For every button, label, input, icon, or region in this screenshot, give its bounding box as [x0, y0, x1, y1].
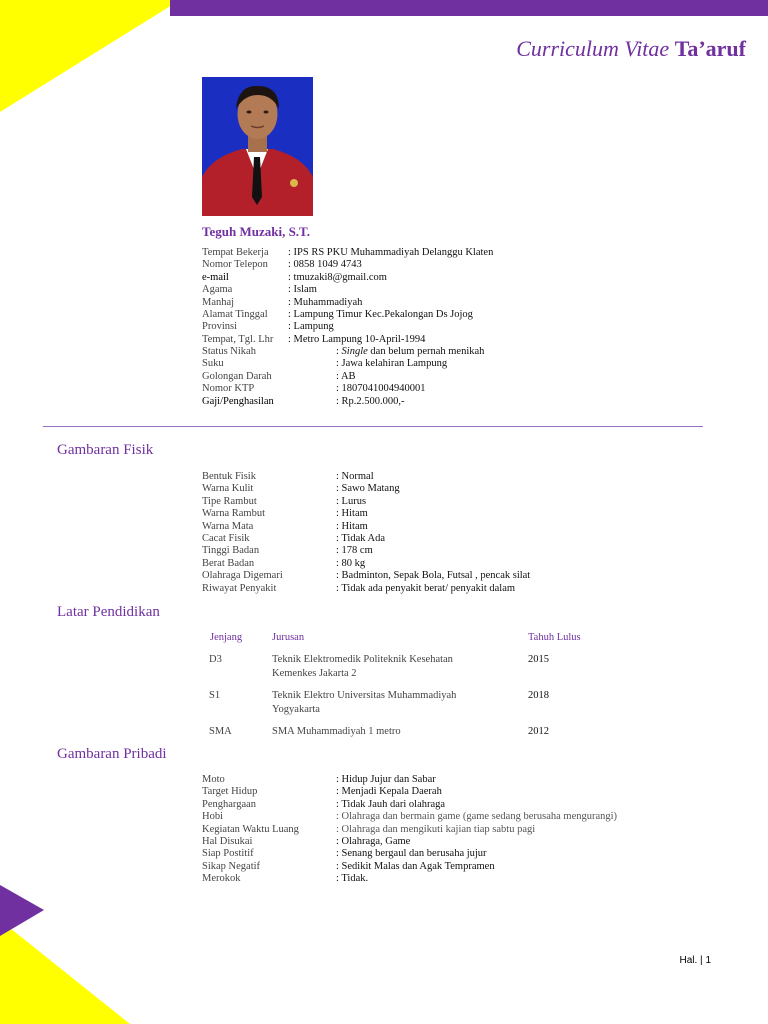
detail-value: : Rp.2.500.000,-	[336, 395, 405, 407]
detail-value: : tmuzaki8@gmail.com	[288, 271, 387, 283]
fisik-value-text: Sawo Matang	[341, 483, 400, 495]
detail-row	[202, 383, 642, 395]
detail-label: Suku	[202, 358, 224, 370]
fisik-value-text: Normal	[341, 471, 374, 482]
cell-jurusan-line1: SMA Muhammadiyah 1 metro	[272, 726, 401, 737]
fisik-value: : Tidak ada penyakit berat/ penyakit dalam	[336, 582, 516, 594]
cell-jenjang: SMA	[209, 726, 232, 737]
pribadi-label: Siap Postitif	[202, 848, 254, 860]
pribadi-row	[202, 848, 672, 860]
detail-value: : AB	[336, 370, 356, 382]
pribadi-row	[202, 873, 672, 885]
header-jurusan: Jurusan	[272, 632, 305, 643]
cell-jurusan-line2: Yogyakarta	[272, 704, 320, 715]
fisik-value: : Normal	[336, 471, 374, 482]
pribadi-row	[202, 799, 672, 811]
pribadi-value: : Menjadi Kepala Daerah	[336, 786, 442, 798]
personal-details	[202, 247, 642, 346]
detail-label: Status Nikah	[202, 346, 256, 357]
cell-jenjang: D3	[209, 654, 222, 665]
section-title-fisik: Gambaran Fisik	[57, 442, 154, 458]
pribadi-value: : Olahraga dan bermain game (game sedang berusaha mengurangi)	[336, 811, 618, 823]
pribadi-row	[202, 774, 672, 786]
fisik-value-text: 80 kg	[341, 557, 366, 569]
pribadi-value-text: Tidak.	[341, 873, 369, 885]
profile-photo	[202, 77, 313, 216]
cell-jurusan	[272, 653, 528, 689]
page-number: Hal. | 1	[679, 955, 711, 966]
detail-label: Nomor Telepon	[202, 259, 268, 271]
cell-tahun: 2012	[528, 726, 549, 737]
fisik-row	[202, 558, 662, 570]
fisik-value-text: Lurus	[341, 495, 367, 507]
pribadi-label: Sikap Negatif	[202, 860, 261, 872]
fisik-row	[202, 583, 662, 595]
detail-label: Gaji/Penghasilan	[202, 395, 274, 407]
pribadi-label: Merokok	[202, 873, 241, 885]
top-left-yellow-triangle	[0, 0, 190, 115]
cell-jurusan	[272, 725, 528, 747]
title-bold: Ta’aruf	[674, 36, 746, 61]
pribadi-value-text: Menjadi Kepala Daerah	[341, 786, 442, 798]
cell-jurusan	[272, 689, 528, 725]
pribadi-value: : Olahraga, Game	[336, 835, 411, 847]
header-tahun: Tahuh Lulus	[528, 632, 581, 643]
detail-label: Agama	[202, 284, 233, 296]
fisik-row	[202, 545, 662, 557]
personal-details-2	[202, 346, 642, 408]
fisik-value: : Lurus	[336, 495, 367, 507]
fisik-details	[202, 471, 662, 595]
cell-jurusan-line1: Teknik Elektro Universitas Muhammadiyah	[272, 690, 457, 701]
detail-row	[202, 321, 642, 333]
detail-row	[202, 284, 642, 296]
fisik-label: Olahraga Digemari	[202, 570, 283, 582]
fisik-label: Bentuk Fisik	[202, 471, 256, 482]
detail-value: : Muhammadiyah	[288, 296, 363, 308]
pribadi-value: : Hidup Jujur dan Sabar	[336, 774, 436, 785]
fisik-value: : Tidak Ada	[336, 532, 386, 544]
detail-label: Provinsi	[202, 321, 238, 333]
pribadi-label: Kegiatan Waktu Luang	[202, 823, 299, 835]
detail-row	[202, 309, 642, 321]
detail-row	[202, 272, 642, 284]
fisik-label: Riwayat Penyakit	[202, 582, 277, 594]
fisik-value: : Hitam	[336, 508, 368, 520]
detail-value: : IPS RS PKU Muhammadiyah Delanggu Klaten	[288, 247, 494, 258]
section-divider	[43, 426, 703, 427]
detail-row	[202, 358, 642, 370]
fisik-row	[202, 533, 662, 545]
pribadi-value: : Sedikit Malas dan Agak Tempramen	[336, 860, 495, 872]
pribadi-label: Hobi	[202, 811, 223, 823]
fisik-row	[202, 570, 662, 582]
table-row	[202, 653, 581, 689]
detail-row	[202, 346, 642, 358]
pribadi-row	[202, 861, 672, 873]
cell-tahun: 2018	[528, 690, 549, 701]
title-italic: Curriculum Vitae	[516, 36, 670, 61]
pribadi-label: Target Hidup	[202, 786, 258, 798]
detail-row	[202, 334, 642, 346]
pribadi-row	[202, 811, 672, 823]
fisik-row	[202, 508, 662, 520]
detail-value-text: AB	[340, 370, 356, 382]
fisik-label: Berat Badan	[202, 557, 255, 569]
detail-label: e-mail	[202, 271, 229, 283]
pribadi-value: : Senang bergaul dan berusaha jujur	[336, 848, 487, 860]
fisik-label: Warna Mata	[202, 520, 254, 532]
fisik-label: Tipe Rambut	[202, 495, 257, 507]
bottom-left-decoration	[0, 880, 140, 1024]
fisik-row	[202, 496, 662, 508]
fisik-value-text: Badminton, Sepak Bola, Futsal , pencak silat	[341, 570, 531, 582]
pribadi-value: : Tidak.	[336, 873, 369, 885]
detail-label: Golongan Darah	[202, 370, 272, 382]
pribadi-value-text: Tidak Jauh dari olahraga	[341, 798, 446, 810]
pribadi-value: : Olahraga dan mengikuti kajian tiap sabtu pagi	[336, 823, 536, 835]
fisik-row	[202, 471, 662, 483]
table-row	[202, 725, 581, 747]
top-purple-bar	[170, 0, 768, 16]
fisik-value-text: Tidak Ada	[341, 532, 386, 544]
fisik-value: : 178 cm	[336, 545, 373, 557]
candidate-name: Teguh Muzaki, S.T.	[202, 224, 311, 239]
detail-label: Alamat Tinggal	[202, 308, 268, 320]
cell-jenjang: S1	[209, 690, 221, 701]
fisik-value-text: Tidak ada penyakit berat/ penyakit dalam	[341, 582, 516, 594]
fisik-value: : Badminton, Sepak Bola, Futsal , pencak silat	[336, 570, 531, 582]
pribadi-value-text: Hidup Jujur dan Sabar	[341, 774, 436, 785]
detail-label: Tempat Bekerja	[202, 247, 269, 258]
section-title-pendidikan: Latar Pendidikan	[57, 604, 160, 620]
pribadi-value-text: Olahraga dan mengikuti kajian tiap sabtu pagi	[341, 823, 536, 835]
fisik-label: Tinggi Badan	[202, 545, 260, 557]
fisik-value: : Hitam	[336, 520, 368, 532]
education-header-row	[202, 632, 581, 653]
detail-value-text: 1807041004940001	[341, 383, 426, 395]
pribadi-row	[202, 836, 672, 848]
fisik-value-text: Hitam	[341, 520, 368, 532]
detail-value: : Lampung	[288, 321, 334, 333]
pribadi-value-text: Senang bergaul dan berusaha jujur	[341, 848, 487, 860]
detail-row	[202, 396, 642, 408]
cell-jurusan-line2: Kemenkes Jakarta 2	[272, 668, 357, 679]
detail-row	[202, 297, 642, 309]
fisik-value-text: Hitam	[341, 508, 368, 520]
detail-value: : Islam	[288, 284, 317, 296]
fisik-label: Cacat Fisik	[202, 532, 250, 544]
detail-value: : Jawa kelahiran Lampung	[336, 358, 448, 370]
fisik-row	[202, 483, 662, 495]
detail-value-italic: Single	[341, 346, 368, 357]
fisik-value-text: 178 cm	[341, 545, 373, 557]
pribadi-value-text: Olahraga dan bermain game (game sedang berusaha mengurangi)	[341, 811, 618, 823]
fisik-label: Warna Kulit	[202, 483, 254, 495]
fisik-row	[202, 521, 662, 533]
fisik-label: Warna Rambut	[202, 508, 266, 520]
detail-value: : Metro Lampung 10-April-1994	[288, 333, 426, 345]
section-title-pribadi: Gambaran Pribadi	[57, 746, 167, 762]
detail-value: : 1807041004940001	[336, 383, 426, 395]
detail-row	[202, 371, 642, 383]
pribadi-row	[202, 824, 672, 836]
pribadi-label: Hal Disukai	[202, 835, 253, 847]
pribadi-value-text: Olahraga, Game	[341, 835, 411, 847]
education-table	[202, 632, 581, 747]
detail-row	[202, 259, 642, 271]
detail-value: : Lampung Timur Kec.Pekalongan Ds Jojog	[288, 308, 473, 320]
pribadi-value-text: Sedikit Malas dan Agak Tempramen	[341, 860, 495, 872]
detail-label: Tempat, Tgl. Lhr	[202, 333, 274, 345]
cell-jurusan-line1: Teknik Elektromedik Politeknik Kesehatan	[272, 654, 453, 665]
detail-value-text: Jawa kelahiran Lampung	[341, 358, 448, 370]
cell-tahun: 2015	[528, 654, 549, 665]
detail-label: Nomor KTP	[202, 383, 255, 395]
pribadi-label: Penghargaan	[202, 798, 257, 810]
detail-value: : 0858 1049 4743	[288, 259, 362, 271]
detail-value-rest: dan belum pernah menikah	[367, 346, 485, 357]
pribadi-row	[202, 786, 672, 798]
document-title	[516, 36, 746, 62]
detail-value: : Single dan belum pernah menikah	[336, 346, 485, 357]
pribadi-label: Moto	[202, 774, 225, 785]
detail-row	[202, 247, 642, 259]
pribadi-value: : Tidak Jauh dari olahraga	[336, 798, 446, 810]
pribadi-details	[202, 774, 672, 886]
detail-value-text: Rp.2.500.000,-	[341, 395, 405, 407]
fisik-value: : 80 kg	[336, 557, 366, 569]
header-jenjang: Jenjang	[210, 632, 243, 643]
detail-label: Manhaj	[202, 296, 235, 308]
table-row	[202, 689, 581, 725]
fisik-value: : Sawo Matang	[336, 483, 400, 495]
